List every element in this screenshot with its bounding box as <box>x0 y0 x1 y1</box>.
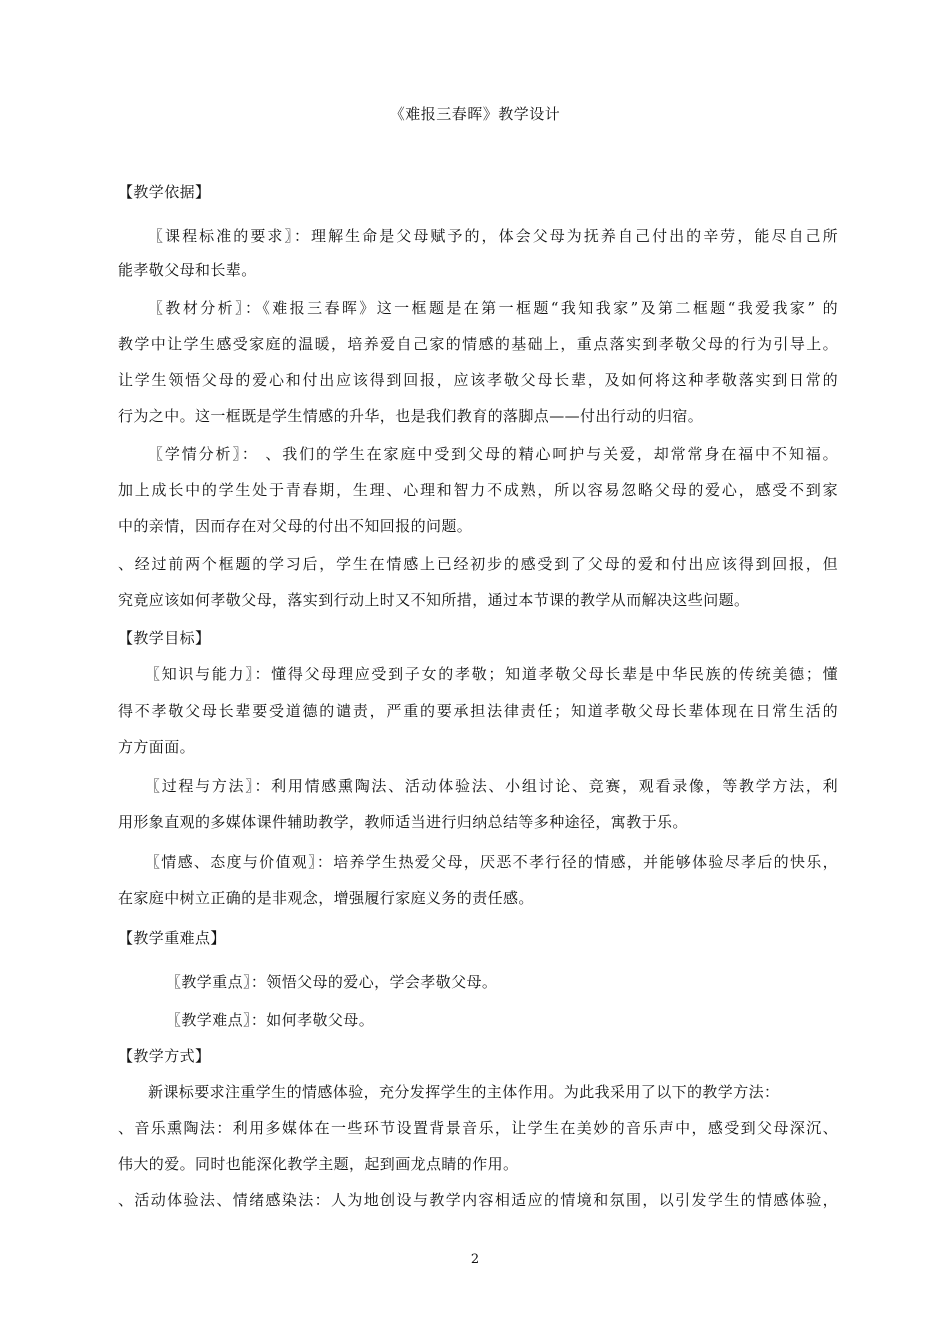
page-number: 2 <box>470 1252 480 1267</box>
document-title: 《难报三春晖》教学设计 <box>389 105 561 123</box>
paragraph-line: 伟大的爱。同时也能深化教学主题，起到画龙点睛的作用。 <box>118 1155 519 1173</box>
paragraph-line: 、音乐熏陶法：利用多媒体在一些环节设置背景音乐，让学生在美妙的音乐声中，感受到父母深沉、 <box>118 1119 838 1137</box>
paragraph-line: 让学生领悟父母的爱心和付出应该得到回报，应该孝敬父母长辈，及如何将这种孝敬落实到日常的 <box>118 371 838 389</box>
paragraph-line: 行为之中。这一框既是学生情感的升华，也是我们教育的落脚点——付出行动的归宿。 <box>118 407 704 425</box>
section-heading-basis: 【教学依据】 <box>118 183 211 201</box>
paragraph-line: 〖学情分析〗： 、我们的学生在家庭中受到父母的精心呵护与关爱，却常常身在福中不知福。 <box>148 445 838 463</box>
section-heading-goals: 【教学目标】 <box>118 629 211 647</box>
paragraph-line: 在家庭中树立正确的是非观念，增强履行家庭义务的责任感。 <box>118 889 534 907</box>
paragraph-line: 方方面面。 <box>118 738 196 756</box>
paragraph-line: 中的亲情，因而存在对父母的付出不知回报的问题。 <box>118 517 473 535</box>
paragraph-line: 究竟应该如何孝敬父母，落实到行动上时又不知所措，通过本节课的教学从而解决这些问题。 <box>118 591 750 609</box>
paragraph-line: 新课标要求注重学生的情感体验，充分发挥学生的主体作用。为此我采用了以下的教学方法： <box>148 1083 780 1101</box>
paragraph-line: 〖教学重点〗：领悟父母的爱心，学会孝敬父母。 <box>166 973 498 991</box>
paragraph-line: 〖教材分析〗：《难报三春晖》这一框题是在第一框题“我知我家”及第二框题“我爱我家” 的 <box>148 299 838 317</box>
paragraph-line: 、经过前两个框题的学习后，学生在情感上已经初步的感受到了父母的爱和付出应该得到回报，但 <box>118 555 838 573</box>
paragraph-line: 〖教学难点〗：如何孝敬父母。 <box>166 1011 375 1029</box>
paragraph-line: 加上成长中的学生处于青春期，生理、心理和智力不成熟，所以容易忽略父母的爱心，感受不到家 <box>118 481 838 499</box>
paragraph-line: 、活动体验法、情绪感染法：人为地创设与教学内容相适应的情境和氛围，以引发学生的情感体验， <box>118 1191 838 1209</box>
paragraph-line: 〖课程标准的要求〗：理解生命是父母赋予的，体会父母为抚养自己付出的辛劳，能尽自己所 <box>148 227 838 245</box>
paragraph-line: 能孝敬父母和长辈。 <box>118 261 257 279</box>
paragraph-line: 〖过程与方法〗：利用情感熏陶法、活动体验法、小组讨论、竞赛，观看录像，等教学方法，利 <box>145 777 838 795</box>
section-heading-keypoints: 【教学重难点】 <box>118 929 226 947</box>
paragraph-line: 得不孝敬父母长辈要受道德的谴责，严重的要承担法律责任；知道孝敬父母长辈体现在日常生活的 <box>118 702 838 720</box>
section-heading-methods: 【教学方式】 <box>118 1047 211 1065</box>
paragraph-line: 〖情感、态度与价值观〗：培养学生热爱父母，厌恶不孝行径的情感，并能够体验尽孝后的快乐， <box>145 853 838 871</box>
paragraph-line: 教学中让学生感受家庭的温暖，培养爱自己家的情感的基础上，重点落实到孝敬父母的行为引导上。 <box>118 335 838 353</box>
paragraph-line: 〖知识与能力〗：懂得父母理应受到子女的孝敬；知道孝敬父母长辈是中华民族的传统美德；懂 <box>145 665 838 683</box>
paragraph-line: 用形象直观的多媒体课件辅助教学，教师适当进行归纳总结等多种途径，寓教于乐。 <box>118 813 688 831</box>
